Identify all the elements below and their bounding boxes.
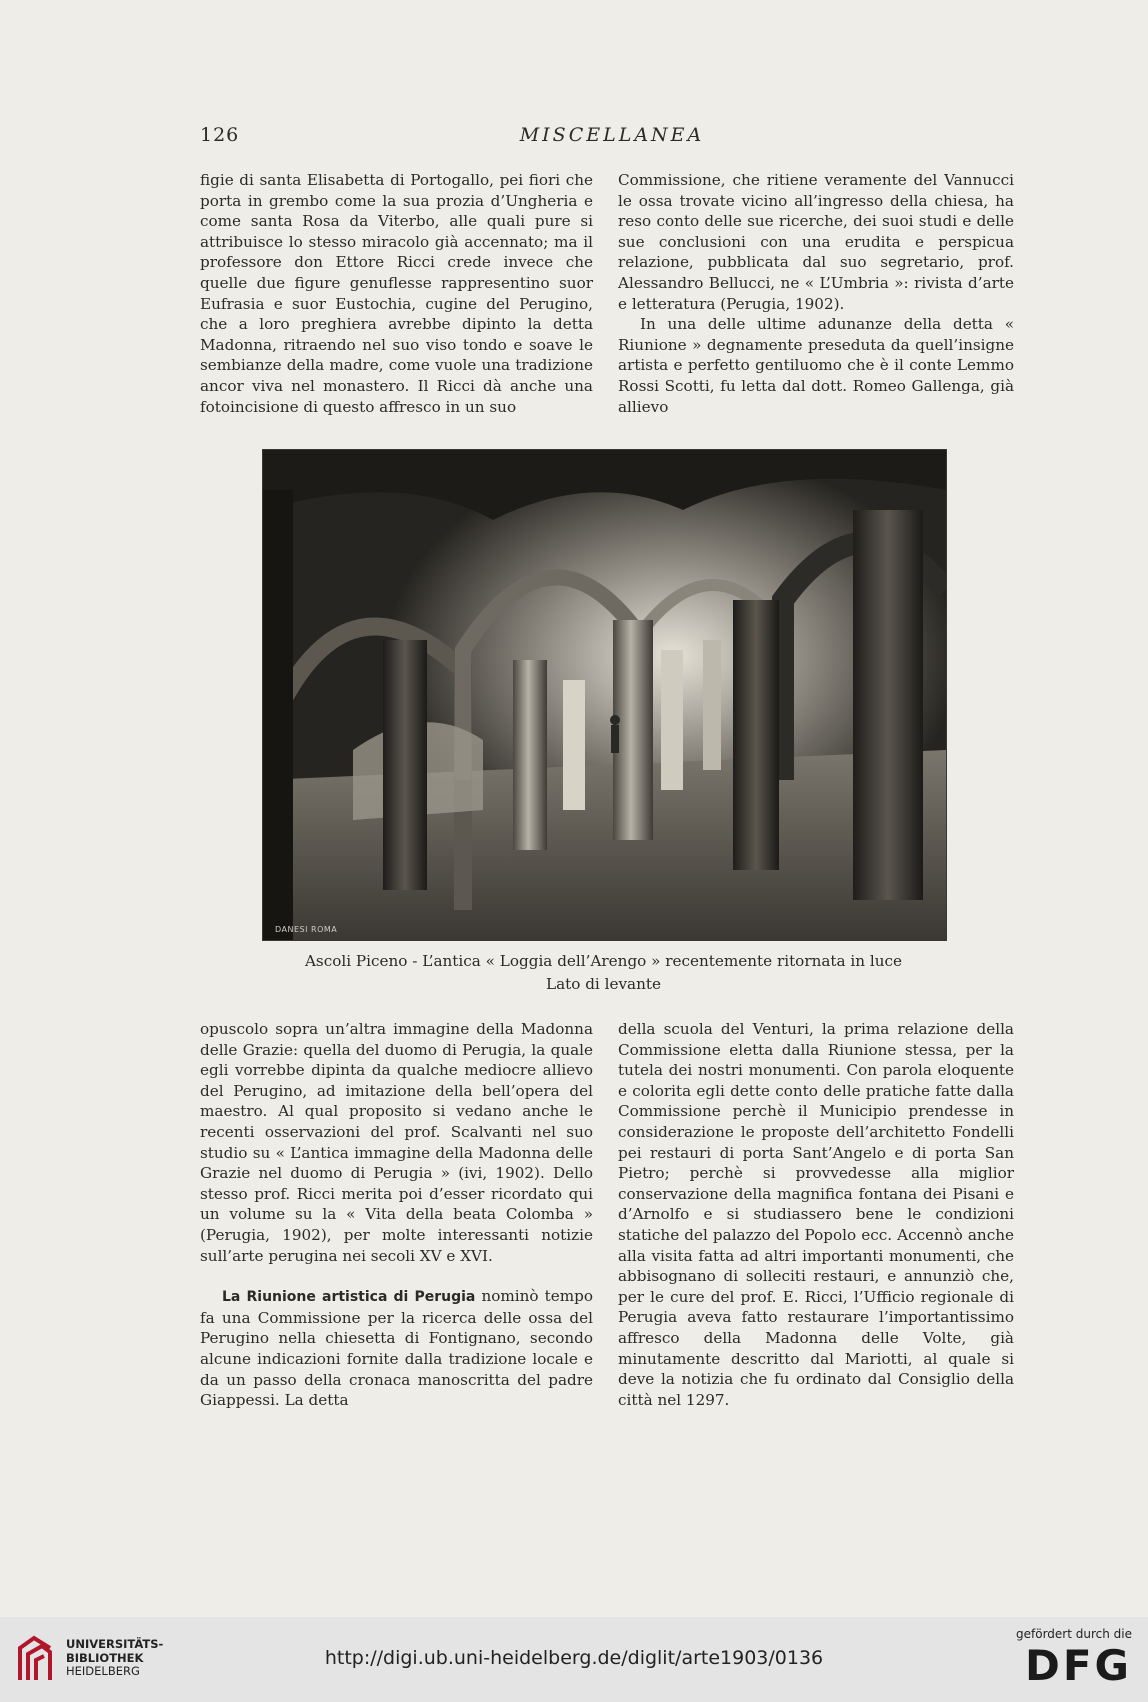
column-top-left	[200, 170, 593, 417]
paragraph: figie di santa Elisabetta di Portogallo, pei fiori che porta in grembo come la sua prozia d’Ungheria e come santa Rosa da Viterbo, alle quali pure si attribuisce lo stesso miracolo già accennato; ma il professore don Ettore Ricci crede invece che quelle due figure genuflesse rappresentino suor Eufrasia e suor Eustochia, cugine del Perugino, che a loro preghiera avrebbe dipinto la detta Madonna, ritraendo nel suo viso tondo e soave le sembianze della madre, come vuole una tradizione ancor viva nel monastero. Il Ricci dà anche una fotoincisione di questo affresco in un suo	[200, 171, 593, 416]
paragraph-text: nominò tempo fa una Commissione per la ricerca delle ossa del Perugino nella chiesetta di Fontignano, secondo alcune indicazioni fornite dalla tradizione locale e da un passo della cronaca manoscritta del padre Giappessi. La detta	[200, 1287, 593, 1410]
paragraph: Commissione, che ritiene veramente del Vannucci le ossa trovate vicino all’ingresso della chiesa, ha reso conto delle sue ricerche, dei suoi studi e delle sue conclusioni con una erudita e perspicua relazione, pubblicata dal suo segretario, prof. Alessandro Bellucci, ne « L’Umbria »: rivista d’arte e letteratura (Perugia, 1902).	[618, 171, 1014, 313]
dfg-logo: DFG	[1024, 1641, 1132, 1690]
vaulted-hall-photo	[263, 450, 946, 940]
column-top-right	[618, 170, 1014, 417]
page-number: 126	[200, 124, 240, 146]
paragraph: opuscolo sopra un’altra immagine della Madonna delle Grazie: quella del duomo di Perugia, la quale egli vorrebbe dipinta da qualche mediocre allievo del Perugino, ad imitazione della bell’opera del maestro. Al qual proposito si vedano anche le recenti osservazioni del prof. Scalvanti nel suo studio su « L’antica immagine della Madonna delle Grazie nel duomo di Perugia » (ivi, 1902). Dello stesso prof. Ricci merita poi d’esser ricordato qui un volume su la « Vita della beata Colomba » (Perugia, 1902), per molte interessanti notizie sull’arte perugina nei secoli XV e XVI.	[200, 1020, 593, 1265]
page-header	[200, 124, 1024, 154]
footer-bar	[0, 1617, 1148, 1702]
sponsor-label: gefördert durch die	[1016, 1627, 1132, 1641]
photograph-loggia-arengo	[262, 449, 947, 941]
column-bottom-right	[618, 1019, 1014, 1410]
paragraph: della scuola del Venturi, la prima relazione della Commissione eletta dalla Riunione stessa, per la tutela dei nostri monumenti. Con parola eloquente e colorita egli dette conto delle pratiche fatte dalla Commissione perchè il Municipio prendesse in considerazione le proposte dell’architetto Fondelli pei restauri di porta Sant’Angelo e di porta San Pietro; perchè si provvedesse alla miglior conservazione della magnifica fontana dei Pisani e d’Arnolfo e si studiassero bene le condizioni statiche del palazzo del Popolo ecc. Accennò anche alla visita fatta ad altri importanti monumenti, che abbisognano di solleciti restauri, e annunziò che, per le cure del prof. E. Ricci, l’Ufficio regionale di Perugia aveva fatto restaurare l’importantissimo affresco della Madonna delle Volte, già minutamente descritto dal Mariotti, al quale si deve la notizia che fu ordinato dal Consiglio della città nel 1297.	[618, 1020, 1014, 1409]
section-heading: La Riunione artistica di Perugia	[222, 1289, 476, 1306]
figure-caption: Ascoli Piceno - L’antica « Loggia dell’Arengo » recentemente ritornata in luce	[304, 952, 903, 970]
column-bottom-left	[200, 1019, 593, 1411]
paragraph	[200, 1286, 593, 1411]
permalink-url[interactable]: http://digi.ub.uni-heidelberg.de/diglit/arte1903/0136	[324, 1647, 824, 1669]
running-title: MISCELLANEA	[519, 124, 705, 146]
sponsor-block	[1016, 1627, 1132, 1689]
photo-credit: DANESI ROMA	[275, 925, 338, 934]
library-name: UNIVERSITÄTS- BIBLIOTHEK HEIDELBERG	[66, 1637, 164, 1678]
figure-caption-subtitle: Lato di levante	[546, 975, 661, 993]
paragraph: In una delle ultime adunanze della detta « Riunione » degnamente preseduta da quell’insigne artista e perfetto gentiluomo che è il conte Lemmo Rossi Scotti, fu letta dal dott. Romeo Gallenga, già allievo	[618, 315, 1014, 416]
